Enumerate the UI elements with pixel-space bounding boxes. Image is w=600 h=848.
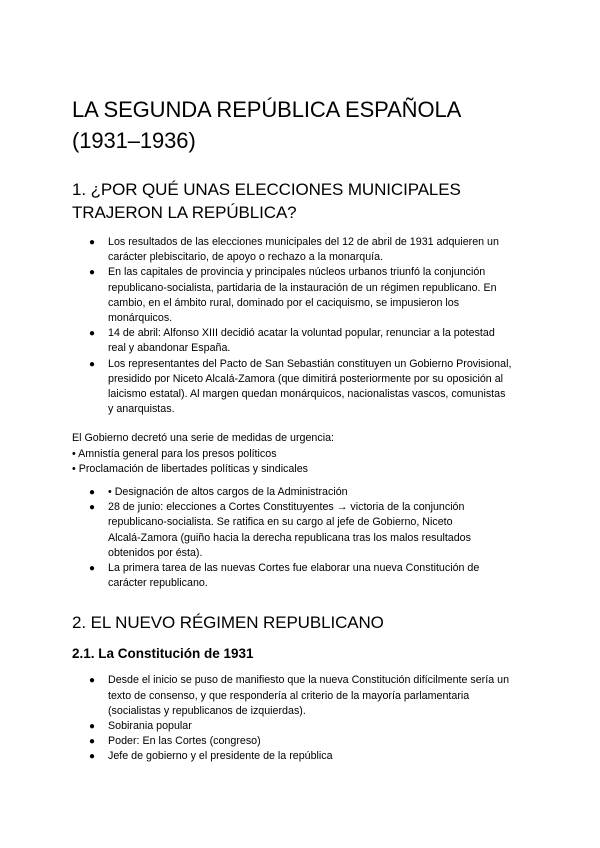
list-item-line: republicano-socialista. Se ratifica en su cargo al jefe de Gobierno, Niceto (108, 516, 453, 529)
list-item (89, 673, 542, 719)
section-1-heading-line-2: TRAJERON LA REPÚBLICA? (72, 203, 297, 222)
list-item (89, 749, 542, 764)
bullet-icon: ● (89, 358, 96, 370)
list-item-line: (socialistas y republicanos de izquierdas). (108, 704, 306, 717)
list-item-line: real y abandonar España. (108, 342, 231, 355)
bullet-icon: ● (89, 675, 96, 687)
section-2-list (72, 673, 542, 764)
bullet-icon: ● (89, 563, 96, 575)
title-line-1: LA SEGUNDA REPÚBLICA ESPAÑOLA (72, 97, 462, 122)
list-item-line: 14 de abril: Alfonso XIII decidió acatar la voluntad popular, renunciar a la potestad (108, 327, 495, 340)
list-item-line: Desde el inicio se puso de manifiesto que la nueva Constitución difícilmente sería un (108, 674, 510, 687)
measures-paragraph (72, 431, 542, 477)
list-item-line: presidido por Niceto Alcalá-Zamora (que dimitirá posteriormente por su oposición al (108, 372, 504, 385)
list-item-line: Los resultados de las elecciones municipales del 12 de abril de 1931 adquieren un (108, 236, 499, 248)
list-item (89, 357, 542, 418)
bullet-icon: ● (89, 267, 96, 279)
list-item-line: Sobirania popular (108, 720, 192, 733)
list-item (89, 719, 542, 734)
bullet-icon: ● (89, 751, 96, 763)
section-1-list-2 (72, 485, 542, 591)
section-1-heading (72, 178, 542, 224)
list-item (89, 561, 542, 591)
bullet-icon: ● (89, 502, 96, 514)
list-item (89, 485, 542, 500)
list-item-line: cambio, en el ámbito rural, dominado por el caciquismo, se impusieron los (108, 296, 460, 309)
paragraph-line: El Gobierno decretó una serie de medidas de urgencia: (72, 432, 335, 445)
document-page (72, 94, 542, 765)
document-title (72, 94, 542, 156)
subsection-2-1-heading: 2.1. La Constitución de 1931 (72, 646, 254, 662)
bullet-icon: ● (89, 237, 96, 248)
list-item (89, 734, 542, 749)
list-item (89, 235, 542, 265)
section-2-heading: 2. EL NUEVO RÉGIMEN REPUBLICANO (72, 613, 384, 633)
list-item-line: texto de consenso, y que respondería al criterio de la mayoría parlamentaria (108, 689, 470, 702)
section-1-list-1 (72, 235, 542, 417)
list-item (89, 326, 542, 356)
list-item-line: carácter plebiscitario, de apoyo o rechazo a la monarquía. (108, 251, 384, 264)
list-item-line: carácter republicano. (108, 577, 208, 590)
bullet-icon: ● (89, 736, 96, 748)
bullet-icon: ● (89, 721, 96, 733)
list-item-line: Los representantes del Pacto de San Sebastián constituyen un Gobierno Provisional, (108, 357, 512, 370)
list-item-line: Alcalá-Zamora (guiño hacia la derecha republicana tras los malos resultados (108, 531, 471, 544)
title-line-2: (1931–1936) (72, 128, 196, 153)
paragraph-line: • Amnistía general para los presos políticos (72, 447, 277, 460)
section-1-heading-line-1: 1. ¿POR QUÉ UNAS ELECCIONES MUNICIPALES (72, 180, 461, 199)
list-item-line: Jefe de gobierno y el presidente de la república (108, 750, 333, 763)
list-item-line: y anarquistas. (108, 403, 175, 416)
paragraph-line: • Proclamación de libertades políticas y sindicales (72, 462, 309, 475)
list-item-line: Poder: En las Cortes (congreso) (108, 735, 261, 748)
bullet-icon: ● (89, 328, 96, 340)
list-item-line: republicano-socialista, partidaria de la instauración de un régimen republicano. En (108, 281, 497, 294)
list-item (89, 265, 542, 326)
list-item-line: En las capitales de provincia y principales núcleos urbanos triunfó la conjunción (108, 266, 486, 279)
list-item-line: 28 de junio: elecciones a Cortes Constituyentes → victoria de la conjunción (108, 501, 465, 514)
bullet-icon: ● (89, 487, 96, 499)
list-item-line: obtenidos por ésta). (108, 546, 203, 559)
list-item-line: monárquicos. (108, 312, 173, 325)
list-item-line: laicismo estatal). Al margen quedan monárquicos, nacionalistas vascos, comunistas (108, 388, 506, 401)
list-item-line: La primera tarea de las nuevas Cortes fue elaborar una nueva Constitución de (108, 562, 480, 575)
list-item (89, 500, 542, 561)
list-item-line: • Designación de altos cargos de la Administración (108, 486, 348, 499)
